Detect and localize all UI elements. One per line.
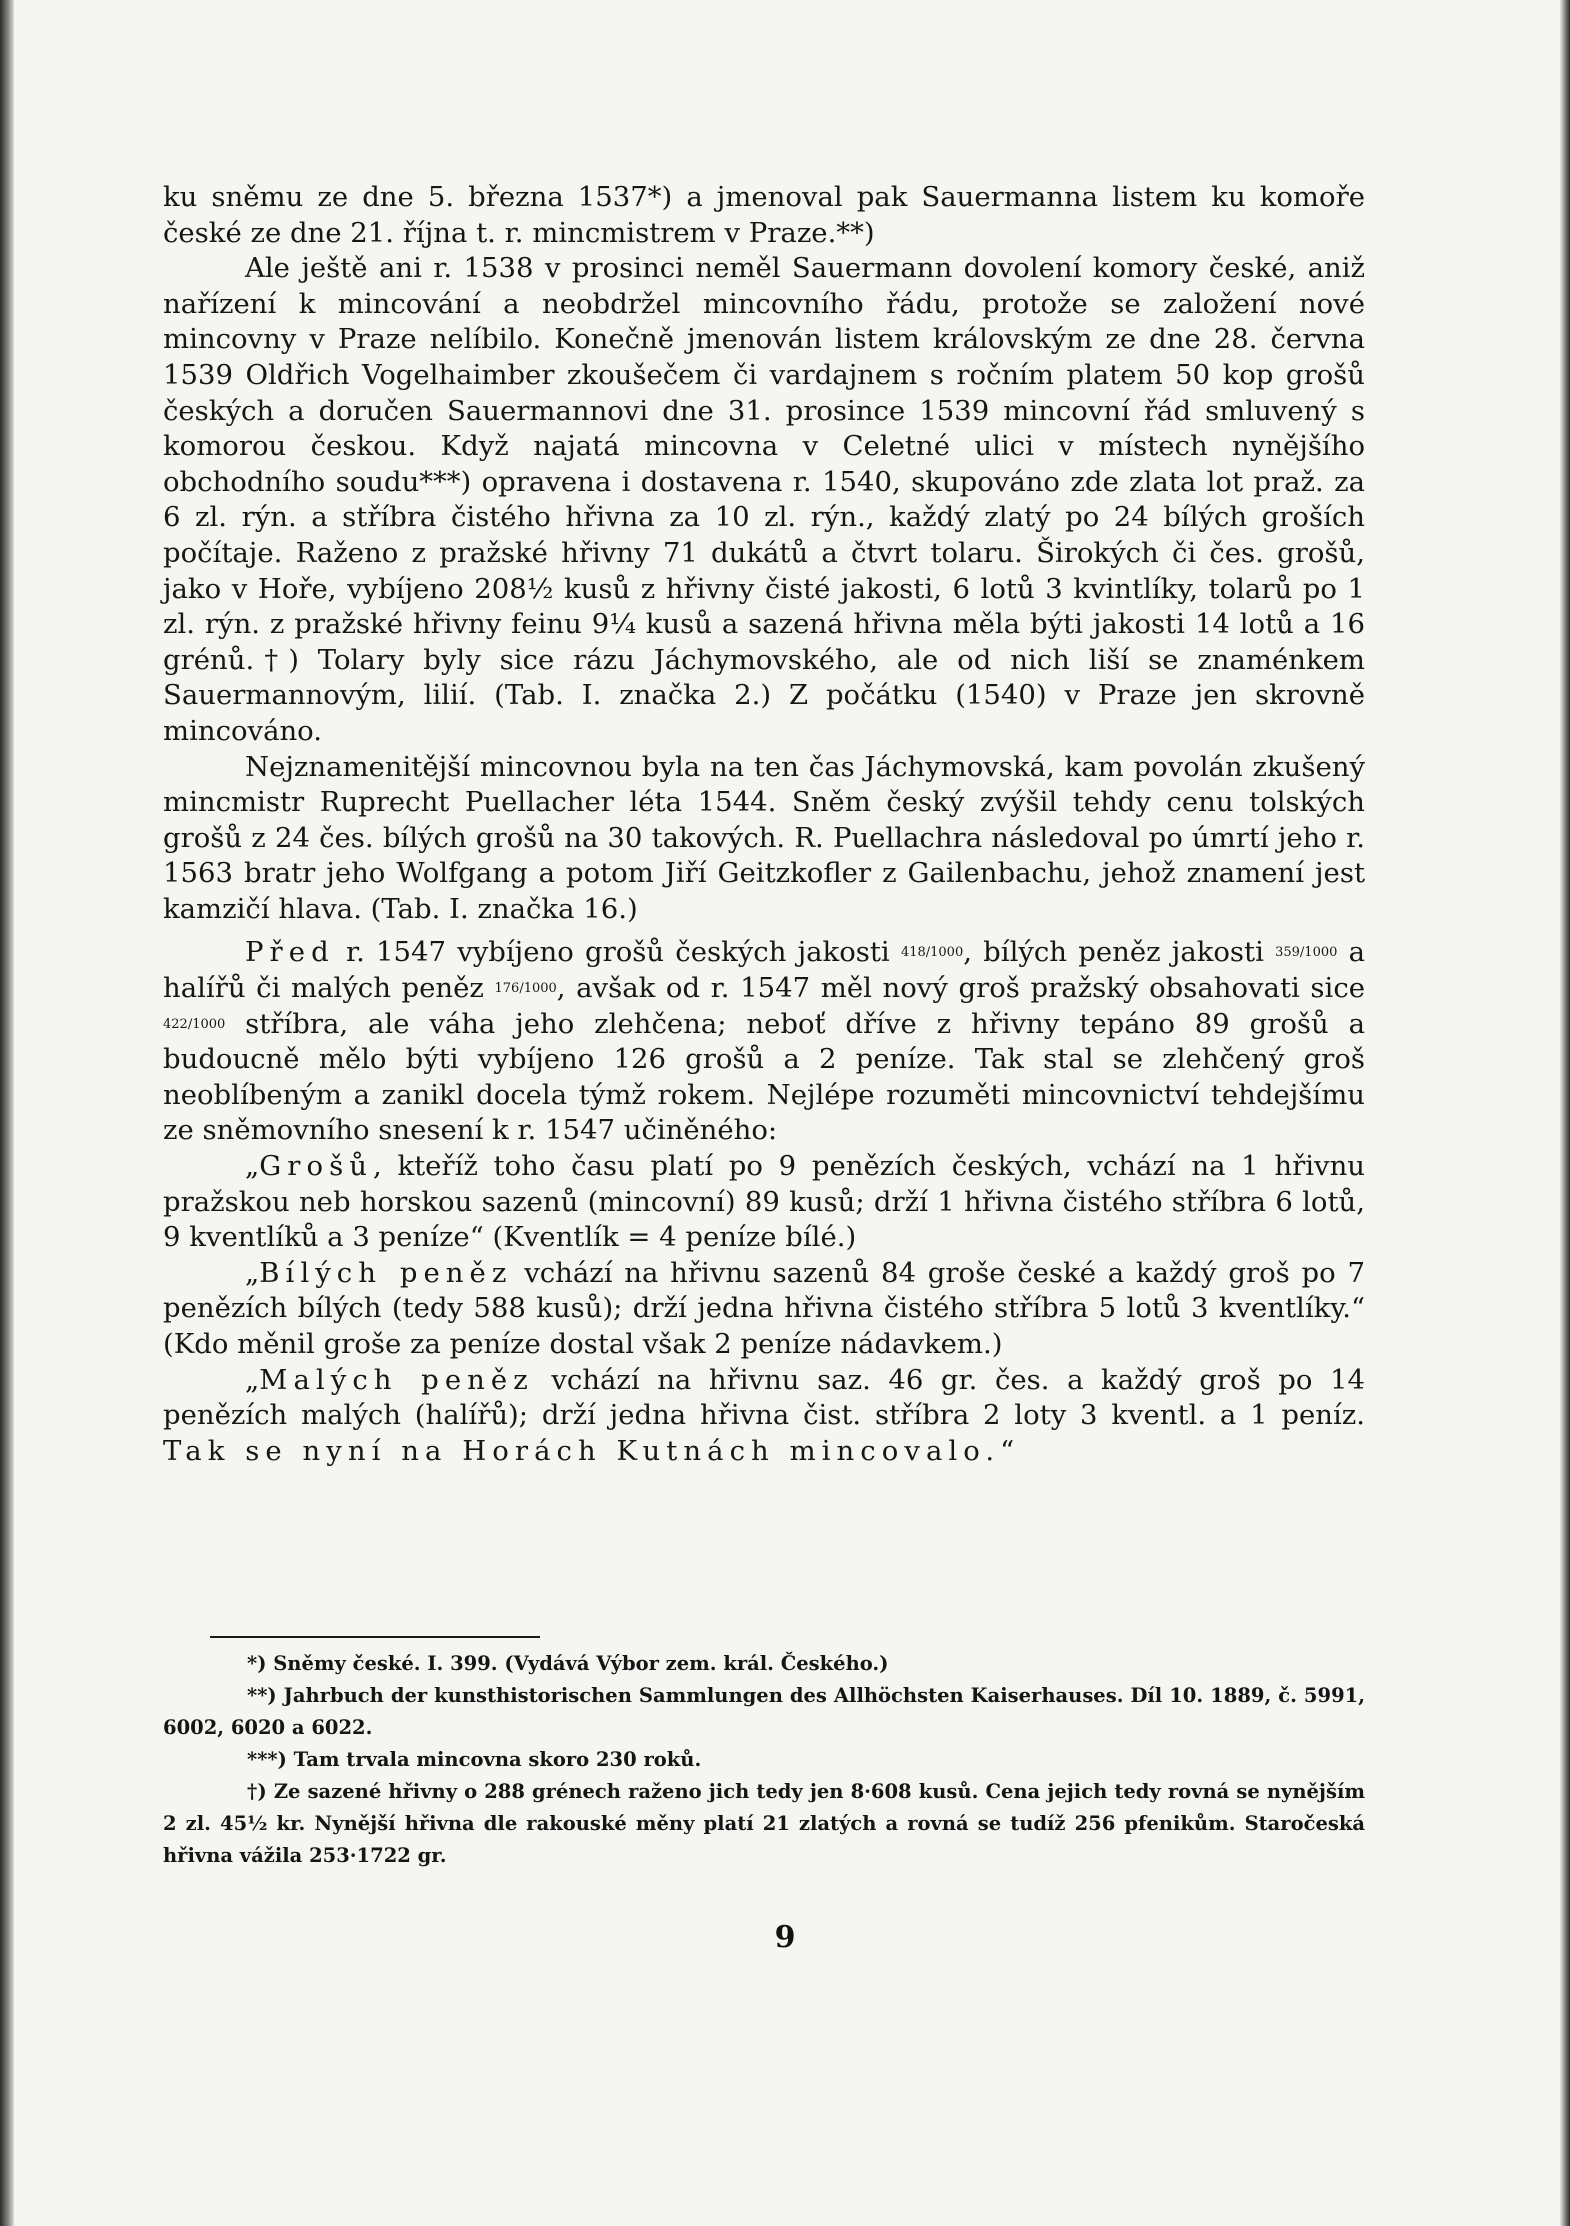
quote-mark: “ bbox=[1000, 1434, 1015, 1467]
paragraph-4 bbox=[163, 935, 1365, 1149]
spaced-word: Grošů bbox=[259, 1150, 373, 1183]
text-run: , kteříž toho času platí po 9 penězích českých, vchází na 1 hřivnu pražskou neb horskou sazenů (mincovní) 89 kusů; drží 1 hřivna čistého stříbra 6 lotů, 9 kventlíků a 3 peníze“ (Kventlík = 4 peníze bílé.) bbox=[163, 1150, 1365, 1254]
text-run: a halířů či malých peněz bbox=[163, 936, 1365, 1005]
fraction: 359/1000 bbox=[1275, 945, 1338, 961]
paragraph-1: ku sněmu ze dne 5. března 1537*) a jmenoval pak Sauermanna listem ku komoře české ze dne 21. října t. r. mincmistrem v Praze.**) bbox=[163, 181, 1365, 249]
footnote-1: *) Sněmy české. I. 399. (Vydává Výbor zem. král. Českého.) bbox=[247, 1652, 889, 1675]
paragraph-3: Nejznamenitější mincovnou byla na ten čas Jáchymovská, kam povolán zkušený mincmistr Ruprecht Puellacher léta 1544. Sněm český zvýšil tehdy cenu tolských grošů z 24 čes. bílých grošů na 30 takových. R. Puellachra následoval po úmrtí jeho r. 1563 bratr jeho Wolfgang a potom Jiří Geitzkofler z Gailenbachu, jehož znamení jest kamzičí hlava. (Tab. I. značka 16.) bbox=[163, 750, 1365, 925]
text-run: r. 1547 vybíjeno grošů českých jakosti bbox=[334, 936, 901, 969]
text-run: vchází na hřivnu saz. 46 gr. čes. a každý groš po 14 penězích malých (halířů); drží jedna hřivna čist. stříbra 2 loty 3 kventl. a 1 peníz. bbox=[163, 1363, 1365, 1432]
page-number: 9 bbox=[774, 1920, 796, 1955]
quote-3 bbox=[163, 1363, 1365, 1470]
quote-2 bbox=[163, 1256, 1365, 1363]
text-run: vchází na hřivnu sazenů 84 groše české a každý groš po 7 penězích bílých (tedy 588 kusů); drží jedna hřivna čistého stříbra 5 lotů 3 kventlíky.“ (Kdo měnil groše za peníze dostal však 2 peníze nádavkem.) bbox=[163, 1256, 1365, 1360]
text-run: stříbra, ale váha jeho zlehčena; neboť dříve z hřivny tepáno 89 grošů a budoucně mělo býti vybíjeno 126 grošů a 2 peníze. Tak stal se zlehčený groš neoblíbeným a zanikl docela týmž rokem. Nejlépe rozuměti mincovnictví tehdejšímu ze sněmovního snesení k r. 1547 učiněného: bbox=[163, 1007, 1365, 1147]
spaced-word: Malých peněz bbox=[259, 1363, 534, 1396]
footnote-3: ***) Tam trvala mincovna skoro 230 roků. bbox=[247, 1748, 702, 1771]
footnote-2: **) Jahrbuch der kunsthistorischen Sammlungen des Allhöchsten Kaiserhauses. Díl 10. 1889, č. 5991, 6002, 6020 a 6022. bbox=[163, 1684, 1365, 1739]
quote-mark: „ bbox=[245, 1150, 260, 1183]
quote-1 bbox=[163, 1149, 1365, 1256]
spaced-word: Před bbox=[245, 936, 335, 969]
quote-mark: „ bbox=[245, 1363, 260, 1396]
quote-mark: „ bbox=[245, 1256, 260, 1289]
page-left-edge bbox=[0, 0, 14, 2226]
spaced-sentence: Tak se nyní na Horách Kutnách mincovalo. bbox=[163, 1434, 1001, 1467]
footnote-4: †) Ze sazené hřivny o 288 grénech raženo jich tedy jen 8·608 kusů. Cena jejich tedy rovná se nynějším 2 zl. 45½ kr. Nynější hřivna dle rakouské měny platí 21 zlatých a rovná se tudíž 256 pfenikům. Staročeská hřivna vážila 253·1722 gr. bbox=[163, 1780, 1365, 1867]
main-text bbox=[163, 180, 1365, 1469]
text-run: , avšak od r. 1547 měl nový groš pražský obsahovati sice bbox=[556, 972, 1366, 1005]
page-right-edge bbox=[1560, 0, 1570, 2226]
spaced-word: Bílých peněz bbox=[259, 1256, 513, 1289]
footnote-divider bbox=[210, 1636, 540, 1638]
fraction: 176/1000 bbox=[494, 981, 557, 997]
text-run: , bílých peněz jakosti bbox=[963, 936, 1276, 969]
fraction: 418/1000 bbox=[900, 945, 964, 961]
paragraph-2: Ale ještě ani r. 1538 v prosinci neměl Sauermann dovolení komory české, aniž nařízení k mincování a neobdržel mincovního řádu, protože se založení nové mincovny v Praze nelíbilo. Konečně jmenován listem královským ze dne 28. června 1539 Oldřich Vogelhaimber zkoušečem či vardajnem s ročním platem 50 kop grošů českých a doručen Sauermannovi dne 31. prosince 1539 mincovní řád smluvený s komorou českou. Když najatá mincovna v Celetné ulici v místech nynějšího obchodního soudu***) opravena i dostavena r. 1540, skupováno zde zlata lot praž. za 6 zl. rýn. a stříbra čistého hřivna za 10 zl. rýn., každý zlatý po 24 bílých groších počítaje. Raženo z pražské hřivny 71 dukátů a čtvrt tolaru. Širokých či čes. grošů, jako v Hoře, vybíjeno 208½ kusů z hřivny čisté jakosti, 6 lotů 3 kvintlíky, tolarů po 1 zl. rýn. z pražské hřivny feinu 9¼ kusů a sazená hřivna měla býti jakosti 14 lotů a 16 grénů.†) Tolary byly sice rázu Jáchymovského, ale od nich liší se znaménkem Sauermannovým, lilií. (Tab. I. značka 2.) Z počátku (1540) v Praze jen skrovně mincováno. bbox=[163, 252, 1365, 747]
footnotes bbox=[163, 1648, 1365, 1872]
fraction: 422/1000 bbox=[163, 1016, 226, 1032]
